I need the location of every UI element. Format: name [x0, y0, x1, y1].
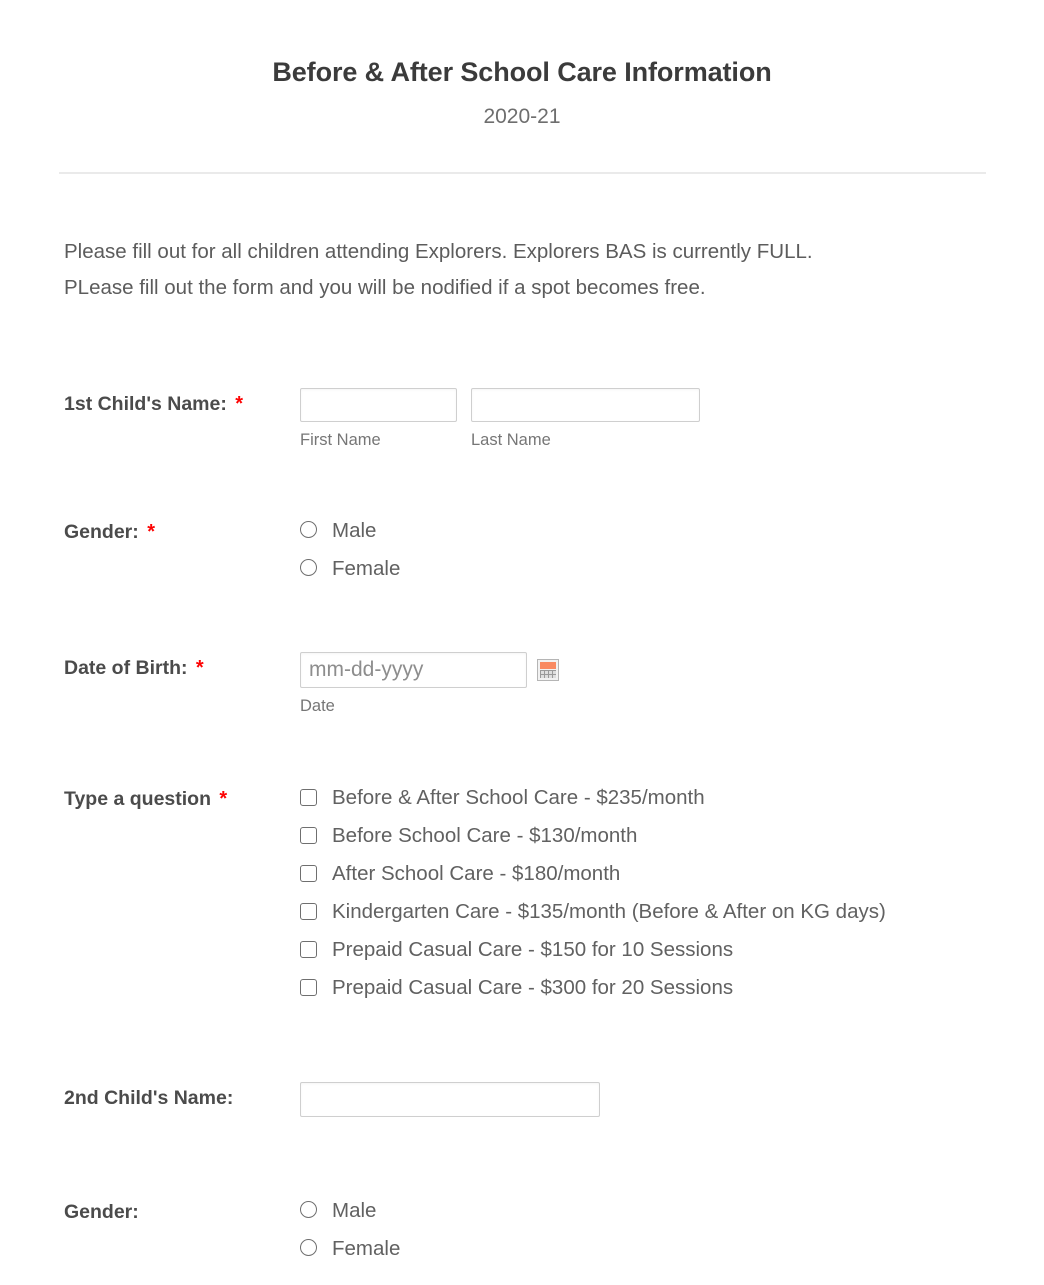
control-gender2 — [300, 1196, 1044, 1263]
gender1-option-female[interactable] — [300, 554, 1044, 583]
care-type-option-4-label: Kindergarten Care - $135/month (Before & After on KG days) — [332, 899, 886, 923]
calendar-icon[interactable] — [537, 659, 559, 681]
control-child2-name — [300, 1082, 1044, 1117]
care-type-option-2-label: Before School Care - $130/month — [332, 823, 638, 847]
required-asterisk: * — [235, 392, 244, 415]
radio-icon[interactable] — [300, 521, 317, 538]
dob-sublabel: Date — [300, 696, 335, 715]
label-child1-name — [64, 388, 300, 418]
required-asterisk: * — [219, 787, 228, 810]
first-name-column — [300, 388, 457, 450]
field-row-gender2 — [0, 1196, 1044, 1263]
checkbox-icon[interactable] — [300, 827, 317, 844]
label-gender2-text: Gender: — [64, 1200, 139, 1223]
checkbox-icon[interactable] — [300, 941, 317, 958]
checkbox-icon[interactable] — [300, 979, 317, 996]
page-subtitle: 2020-21 — [483, 105, 561, 129]
last-name-sublabel: Last Name — [471, 430, 551, 449]
first-name-sublabel: First Name — [300, 430, 381, 449]
radio-icon[interactable] — [300, 1239, 317, 1256]
label-care-type — [64, 783, 300, 813]
radio-icon[interactable] — [300, 559, 317, 576]
dob-date-input[interactable] — [300, 652, 527, 688]
child1-first-name-input[interactable] — [300, 388, 457, 422]
page-title: Before & After School Care Information — [272, 57, 772, 87]
gender1-option-female-label: Female — [332, 556, 401, 580]
required-asterisk: * — [147, 520, 155, 543]
form-description: Please fill out for all children attending Explorers. Explorers BAS is currently FULL. PLease fill out the form and you will be nodified if a spot becomes free. — [64, 239, 813, 299]
gender2-option-male[interactable] — [300, 1196, 1044, 1225]
calendar-icon-grid — [540, 670, 556, 678]
care-type-option-4[interactable] — [300, 897, 1044, 926]
care-type-option-6[interactable] — [300, 973, 1044, 1002]
field-row-child2-name — [0, 1082, 1044, 1117]
label-child2-name — [64, 1082, 300, 1112]
field-row-gender1 — [0, 516, 1044, 583]
label-child1-name-text: 1st Child's Name: — [64, 392, 227, 415]
child2-name-input[interactable] — [300, 1082, 600, 1117]
child1-last-name-input[interactable] — [471, 388, 700, 422]
field-row-dob — [0, 652, 1044, 716]
control-dob — [300, 652, 1044, 716]
required-asterisk: * — [195, 656, 204, 679]
calendar-icon-header — [540, 662, 556, 669]
gender2-option-female-label: Female — [332, 1236, 401, 1260]
gender1-option-male[interactable] — [300, 516, 1044, 545]
gender2-option-male-label: Male — [332, 1198, 377, 1222]
care-type-option-3[interactable] — [300, 859, 1044, 888]
last-name-column — [471, 388, 700, 450]
label-gender1-text: Gender: — [64, 520, 139, 543]
label-gender1 — [64, 516, 300, 546]
field-row-child1-name — [0, 388, 1044, 450]
care-type-option-2[interactable] — [300, 821, 1044, 850]
control-gender1 — [300, 516, 1044, 583]
care-type-option-5-label: Prepaid Casual Care - $150 for 10 Sessions — [332, 937, 734, 961]
form-header — [0, 0, 1044, 130]
checkbox-icon[interactable] — [300, 865, 317, 882]
field-row-care-type — [0, 783, 1044, 1002]
checkbox-icon[interactable] — [300, 789, 317, 806]
control-care-type — [300, 783, 1044, 1002]
checkbox-icon[interactable] — [300, 903, 317, 920]
gender2-option-female[interactable] — [300, 1234, 1044, 1263]
control-child1-name — [300, 388, 1044, 450]
care-type-option-5[interactable] — [300, 935, 1044, 964]
label-dob-text: Date of Birth: — [64, 656, 188, 679]
gender1-option-male-label: Male — [332, 518, 377, 542]
radio-icon[interactable] — [300, 1201, 317, 1218]
label-dob — [64, 652, 300, 682]
label-gender2 — [64, 1196, 300, 1226]
date-input-group — [300, 652, 1044, 688]
care-type-option-1[interactable] — [300, 783, 1044, 812]
label-care-type-text: Type a question — [64, 787, 211, 810]
care-type-option-1-label: Before & After School Care - $235/month — [332, 785, 705, 809]
care-type-option-3-label: After School Care - $180/month — [332, 861, 621, 885]
name-field-group — [300, 388, 1044, 450]
header-divider — [59, 172, 986, 174]
care-type-option-6-label: Prepaid Casual Care - $300 for 20 Sessions — [332, 975, 734, 999]
label-child2-name-text: 2nd Child's Name: — [64, 1086, 234, 1109]
